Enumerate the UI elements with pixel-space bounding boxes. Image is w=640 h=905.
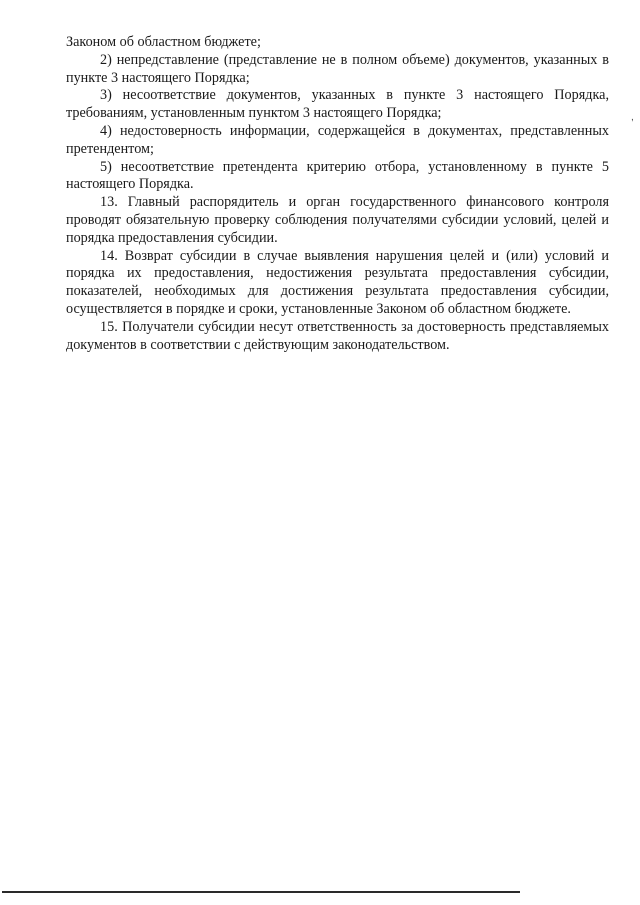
paragraph-section-14: 14. Возврат субсидии в случае выявления нарушения целей и (или) условий и порядка их предоставления, недостижения результата предоставления субсидии, показателей, необходимых для достижения результата предоставления субсидии, осуществляется в порядке и сроки, установленные Законом об областном бюджете. bbox=[66, 247, 609, 317]
paragraph-item-4: 4) недостоверность информации, содержащейся в документах, представленных претендентом; bbox=[66, 122, 609, 157]
scan-edge-mark: , bbox=[631, 112, 634, 123]
paragraph-section-13: 13. Главный распорядитель и орган государственного финансового контроля проводят обязательную проверку соблюдения получателями субсидии условий, целей и порядка предоставления субсидии. bbox=[66, 194, 609, 246]
paragraph-item-5: 5) несоответствие претендента критерию отбора, установленному в пункте 5 настоящего Порядка. bbox=[66, 158, 609, 193]
paragraph-section-15: 15. Получатели субсидии несут ответственность за достоверность представляемых документов в соответствии с действующим законодательством. bbox=[66, 318, 609, 353]
paragraph-item-3: 3) несоответствие документов, указанных в пункте 3 настоящего Порядка, требованиям, установленным пунктом 3 настоящего Порядка; bbox=[66, 87, 609, 122]
paragraph-item-2: 2) непредставление (представление не в полном объеме) документов, указанных в пункте 3 настоящего Порядка; bbox=[66, 51, 609, 86]
bottom-rule bbox=[2, 891, 520, 893]
document-body bbox=[66, 34, 609, 354]
paragraph-continuation: Законом об областном бюджете; bbox=[66, 34, 261, 50]
